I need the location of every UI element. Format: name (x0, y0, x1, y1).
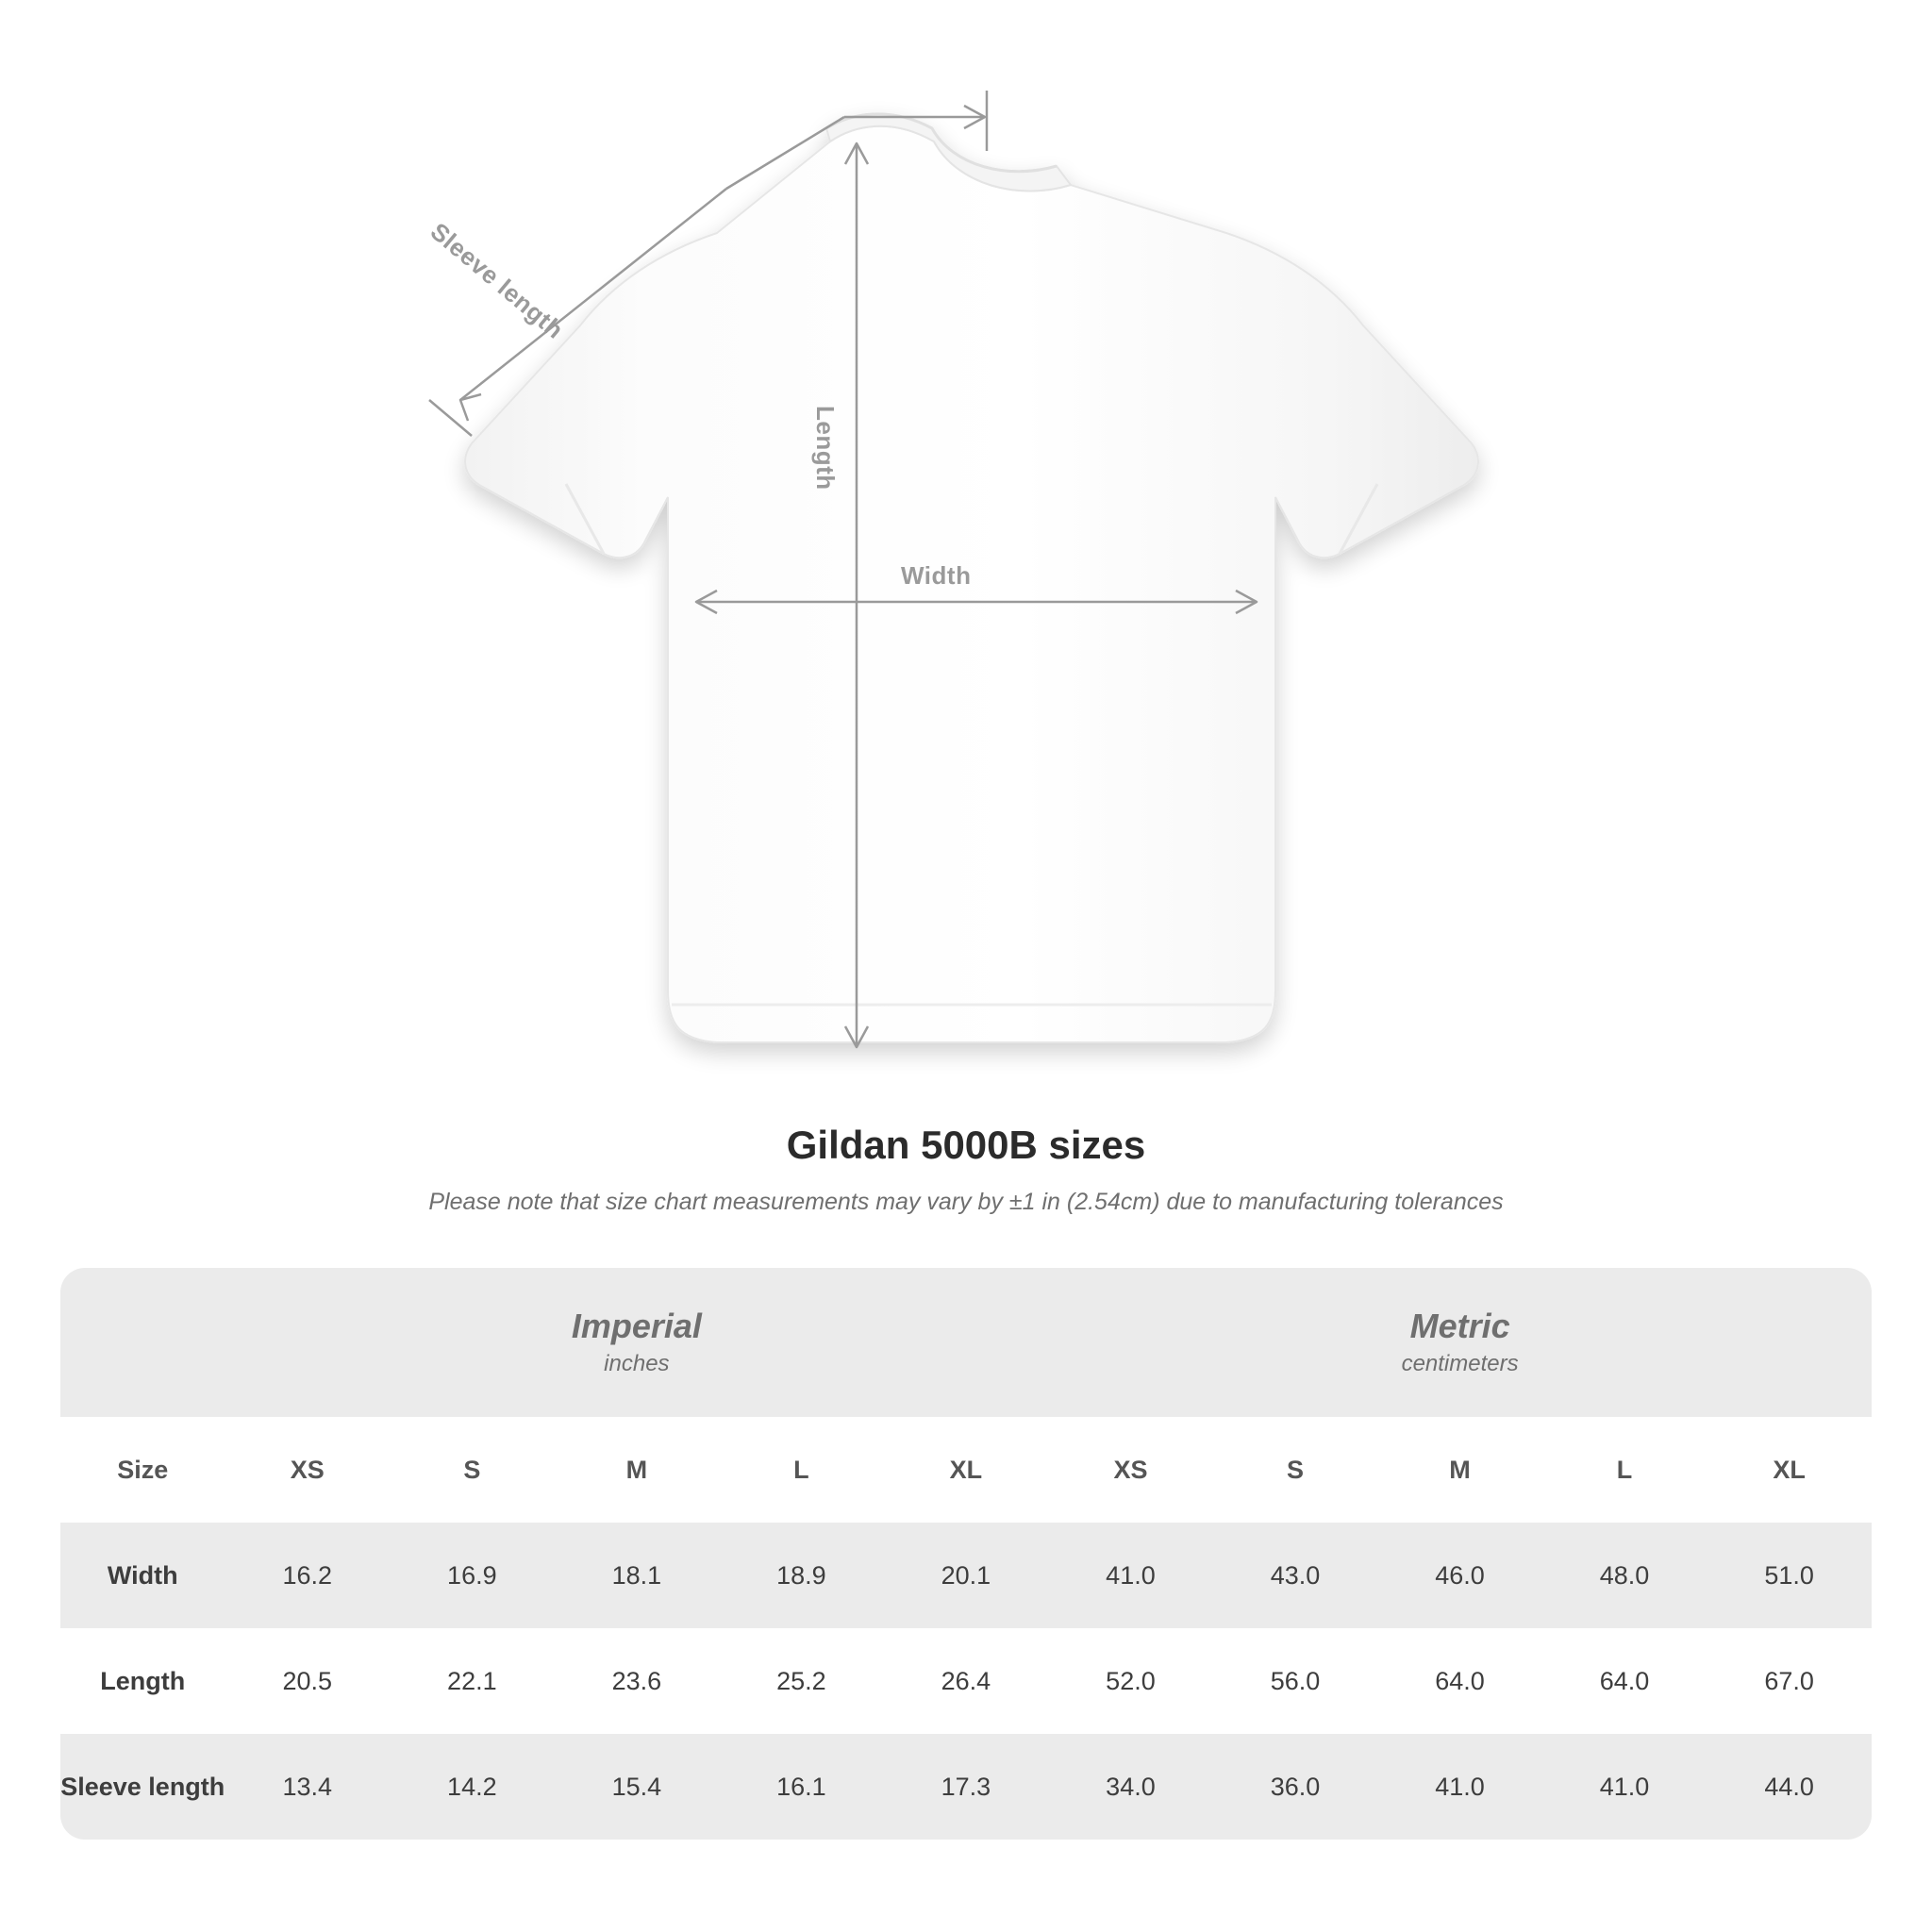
dimension-label-length: Length (811, 406, 840, 491)
cell-width-imperial-xl: 20.1 (884, 1523, 1049, 1628)
size-header-imperial-m: M (555, 1417, 720, 1523)
cell-sleeve-metric-m: 41.0 (1377, 1734, 1542, 1840)
row-label-length: Length (60, 1628, 225, 1734)
size-header-metric-s: S (1213, 1417, 1378, 1523)
unit-group-metric (1048, 1268, 1872, 1417)
unit-group-imperial (225, 1268, 1049, 1417)
size-header-imperial-xl: XL (884, 1417, 1049, 1523)
sleeve-guide-line (429, 400, 472, 436)
size-header-metric-m: M (1377, 1417, 1542, 1523)
cell-width-metric-m: 46.0 (1377, 1523, 1542, 1628)
cell-width-metric-xl: 51.0 (1707, 1523, 1872, 1628)
page-title: Gildan 5000B sizes (786, 1123, 1146, 1167)
cell-width-imperial-l: 18.9 (719, 1523, 884, 1628)
tolerance-note: Please note that size chart measurements may vary by ±1 in (2.54cm) due to manufacturing tolerances (428, 1189, 1504, 1215)
unit-group-metric-sub: centimeters (1401, 1350, 1519, 1376)
cell-width-metric-xs: 41.0 (1048, 1523, 1213, 1628)
size-header-label: Size (60, 1417, 225, 1523)
cell-length-imperial-s: 22.1 (390, 1628, 555, 1734)
row-label-width: Width (60, 1523, 225, 1628)
size-table (60, 1268, 1872, 1840)
cell-sleeve-imperial-xl: 17.3 (884, 1734, 1049, 1840)
size-header-metric-xl: XL (1707, 1417, 1872, 1523)
title-block (0, 1123, 1932, 1216)
unit-group-metric-name: Metric (1409, 1306, 1510, 1345)
size-header-row (60, 1417, 1872, 1523)
cell-width-imperial-s: 16.9 (390, 1523, 555, 1628)
cell-length-imperial-xl: 26.4 (884, 1628, 1049, 1734)
unit-header-spacer (60, 1268, 225, 1417)
cell-sleeve-metric-s: 36.0 (1213, 1734, 1378, 1840)
dimension-label-width: Width (901, 561, 972, 590)
unit-group-imperial-name: Imperial (571, 1306, 702, 1345)
cell-sleeve-metric-xl: 44.0 (1707, 1734, 1872, 1840)
cell-length-metric-xs: 52.0 (1048, 1628, 1213, 1734)
dimension-label-sleeve-length: Sleeve length (425, 217, 570, 344)
tshirt-shape (465, 114, 1478, 1042)
cell-width-imperial-xs: 16.2 (225, 1523, 391, 1628)
row-label-sleeve-length: Sleeve length (60, 1734, 225, 1840)
cell-length-imperial-xs: 20.5 (225, 1628, 391, 1734)
size-header-imperial-s: S (390, 1417, 555, 1523)
size-header-metric-l: L (1542, 1417, 1707, 1523)
cell-sleeve-imperial-m: 15.4 (555, 1734, 720, 1840)
unit-header-row (60, 1268, 1872, 1417)
size-table-wrapper (60, 1268, 1872, 1840)
cell-length-metric-l: 64.0 (1542, 1628, 1707, 1734)
size-header-metric-xs: XS (1048, 1417, 1213, 1523)
table-row (60, 1628, 1872, 1734)
cell-width-imperial-m: 18.1 (555, 1523, 720, 1628)
cell-length-metric-m: 64.0 (1377, 1628, 1542, 1734)
cell-sleeve-metric-l: 41.0 (1542, 1734, 1707, 1840)
size-header-imperial-l: L (719, 1417, 884, 1523)
cell-sleeve-imperial-l: 16.1 (719, 1734, 884, 1840)
cell-sleeve-imperial-xs: 13.4 (225, 1734, 391, 1840)
cell-length-metric-s: 56.0 (1213, 1628, 1378, 1734)
unit-group-imperial-sub: inches (604, 1350, 670, 1376)
table-row (60, 1734, 1872, 1840)
size-header-imperial-xs: XS (225, 1417, 391, 1523)
cell-sleeve-imperial-s: 14.2 (390, 1734, 555, 1840)
cell-length-imperial-l: 25.2 (719, 1628, 884, 1734)
table-row (60, 1523, 1872, 1628)
cell-sleeve-metric-xs: 34.0 (1048, 1734, 1213, 1840)
cell-length-metric-xl: 67.0 (1707, 1628, 1872, 1734)
cell-width-metric-s: 43.0 (1213, 1523, 1378, 1628)
cell-length-imperial-m: 23.6 (555, 1628, 720, 1734)
cell-width-metric-l: 48.0 (1542, 1523, 1707, 1628)
